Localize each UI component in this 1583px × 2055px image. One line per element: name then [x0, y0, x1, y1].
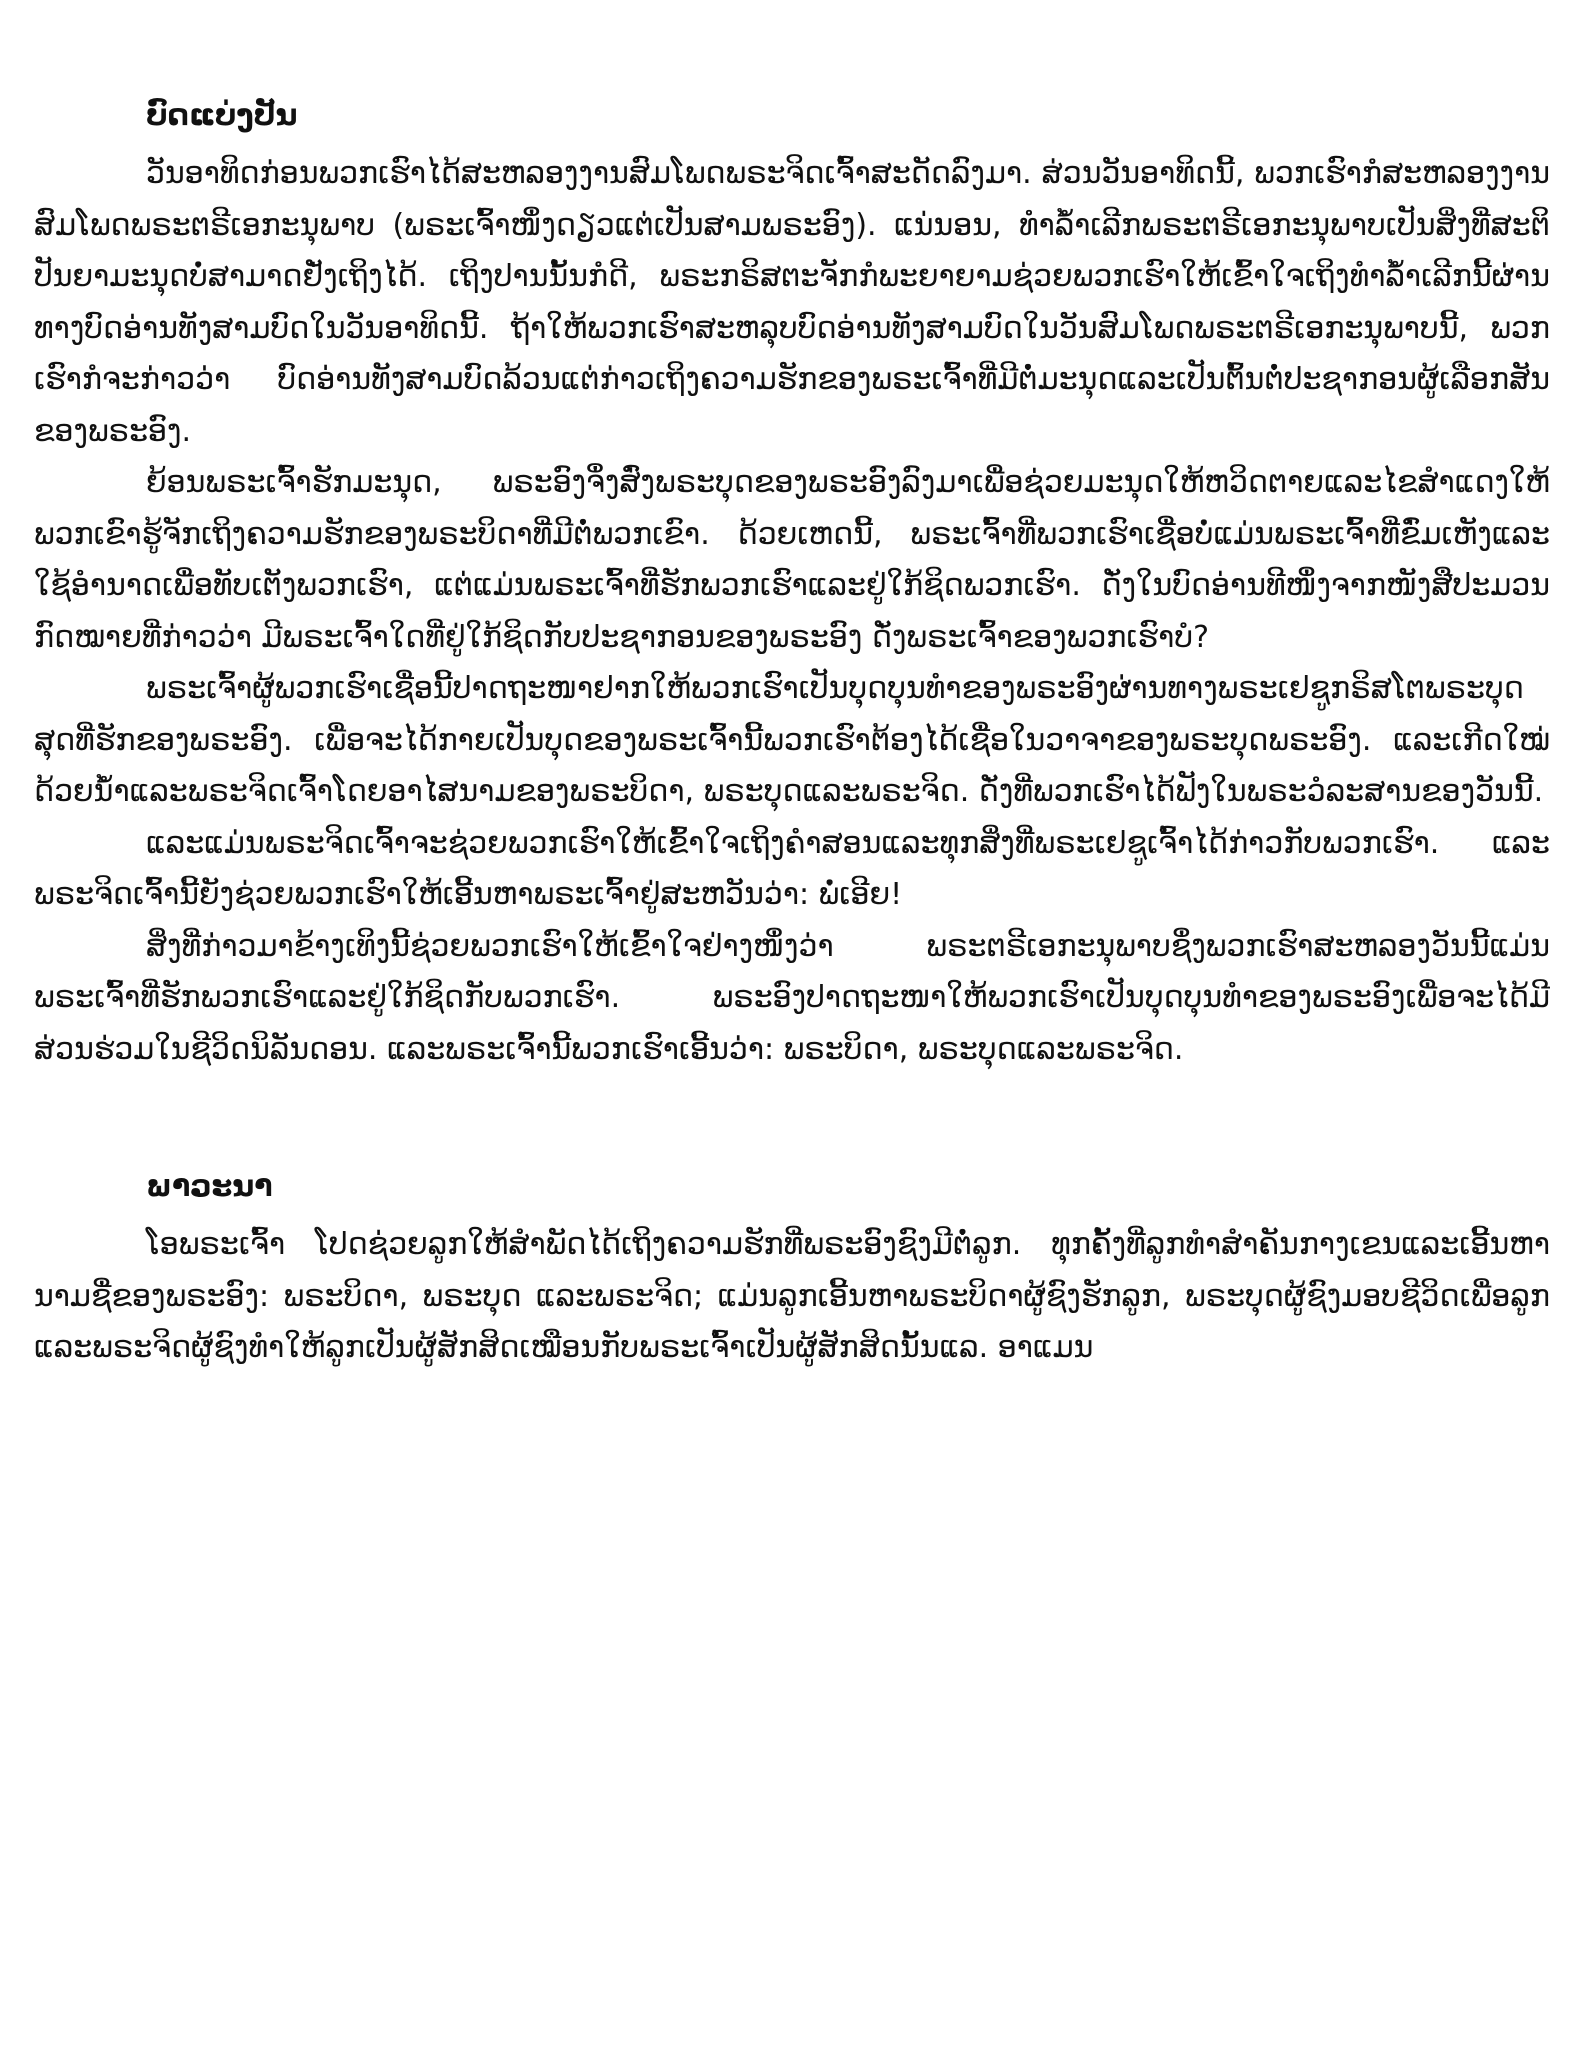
reflection-paragraph: ແລະແມ່ນພຣະຈິດເຈົ້າຈະຊ່ວຍພວກເຮົາໃຫ້ເຂົ້າໃຈເຖິງຄໍາສອນແລະທຸກສິ່ງທີ່ພຣະເຢຊູເຈົ້າໄດ້ກ່າວກັບພວກເຮົາ. ແລະພຣະຈິດເຈົ້ານີ້ຍັງຊ່ວຍພວກເຮົາໃຫ້ເອີ້ນຫາພຣະເຈົ້າຢູ່ສະຫວັນວ່າ: ພໍ່ເອີຍ!	[34, 825, 1550, 912]
prayer-heading: ພາວະນາ	[146, 1169, 273, 1204]
reflection-paragraph: ສິ່ງທີ່ກ່າວມາຂ້າງເທິງນີ້ຊ່ວຍພວກເຮົາໃຫ້ເຂົ້າໃຈຢ່າງໜຶ່ງວ່າ ພຣະຕຣີເອກະນຸພາບຊຶ່ງພວກເຮົາສະຫລອງວັນນີ້ແມ່ນພຣະເຈົ້າທີ່ຮັກພວກເຮົາແລະຢູ່ໃກ້ຊິດກັບພວກເຮົາ. ພຣະອົງປາດຖະໜາໃຫ້ພວກເຮົາເປັນບຸດບຸນທໍາຂອງພຣະອົງເພື່ອຈະໄດ້ມີສ່ວນຮ່ວມໃນຊີວິດນິລັນດອນ. ແລະພຣະເຈົ້ານີ້ພວກເຮົາເອີ້ນວ່າ: ພຣະບິດາ, ພຣະບຸດແລະພຣະຈິດ.	[34, 928, 1550, 1067]
reflection-paragraph: ວັນອາທິດກ່ອນພວກເຮົາໄດ້ສະຫລອງງານສົມໂພດພຣະຈິດເຈົ້າສະດັດລົງມາ. ສ່ວນວັນອາທິດນີ້, ພວກເຮົາກໍສະຫລອງງານສົມໂພດພຣະຕຣີເອກະນຸພາບ (ພຣະເຈົ້າໜຶ່ງດຽວແຕ່ເປັນສາມພຣະອົງ). ແນ່ນອນ, ທໍາລໍ້າເລີກພຣະຕຣີເອກະນຸພາບເປັນສິ່ງທີ່ສະຕິປັນຍາມະນຸດບໍ່ສາມາດຢັ່ງເຖິງໄດ້. ເຖິງປານນັ້ນກໍດີ, ພຣະກຣິສຕະຈັກກໍພະຍາຍາມຊ່ວຍພວກເຮົາໃຫ້ເຂົ້າໃຈເຖິງທໍາລໍ້າເລີກນີ້ຜ່ານທາງບົດອ່ານທັງສາມບົດໃນວັນອາທິດນີ້. ຖ້າໃຫ້ພວກເຮົາສະຫລຸບບົດອ່ານທັງສາມບົດໃນວັນສົມໂພດພຣະຕຣີເອກະນຸພາບນີ້, ພວກເຮົາກໍຈະກ່າວວ່າ ບົດອ່ານທັງສາມບົດລ້ວນແຕ່ກ່າວເຖິງຄວາມຮັກຂອງພຣະເຈົ້າທີ່ມີຕໍ່ມະນຸດແລະເປັນຕົ້ນຕໍ່ປະຊາກອນຜູ້ເລືອກສັນຂອງພຣະອົງ.	[34, 156, 1550, 449]
document-page	[34, 92, 1550, 1374]
reflection-section	[34, 92, 1550, 1075]
section-spacer	[34, 1075, 1550, 1163]
reflection-paragraph: ຍ້ອນພຣະເຈົ້າຮັກມະນຸດ, ພຣະອົງຈຶ່ງສົ່ງພຣະບຸດຂອງພຣະອົງລົງມາເພື່ອຊ່ວຍມະນຸດໃຫ້ຫວິດຕາຍແລະໄຂສໍາແດງໃຫ້ພວກເຂົາຮູ້ຈັກເຖິງຄວາມຮັກຂອງພຣະບິດາທີ່ມີຕໍ່ພວກເຂົາ. ດ້ວຍເຫດນີ້, ພຣະເຈົ້າທີ່ພວກເຮົາເຊື່ອບໍ່ແມ່ນພຣະເຈົ້າທີ່ຂົ່ມເຫັງແລະໃຊ້ອໍານາດເພື່ອທັບເຕັງພວກເຮົາ, ແຕ່ແມ່ນພຣະເຈົ້າທີ່ຮັກພວກເຮົາແລະຢູ່ໃກ້ຊິດພວກເຮົາ. ດັ່ງໃນບົດອ່ານທີໜຶ່ງຈາກໜັງສືປະມວນກົດໝາຍທີ່ກ່າວວ່າ ມີພຣະເຈົ້າໃດທີ່ຢູ່ໃກ້ຊິດກັບປະຊາກອນຂອງພຣະອົງ ດັ່ງພຣະເຈົ້າຂອງພວກເຮົາບໍ?	[34, 465, 1550, 655]
reflection-paragraph: ພຣະເຈົ້າຜູ້ພວກເຮົາເຊື່ອນີ້ປາດຖະໜາຢາກໃຫ້ພວກເຮົາເປັນບຸດບຸນທໍາຂອງພຣະອົງຜ່ານທາງພຣະເຢຊູກຣິສໂຕພຣະບຸດສຸດທີ່ຮັກຂອງພຣະອົງ. ເພື່ອຈະໄດ້ກາຍເປັນບຸດຂອງພຣະເຈົ້ານີ້ພວກເຮົາຕ້ອງໄດ້ເຊື່ອໃນວາຈາຂອງພຣະບຸດພຣະອົງ. ແລະເກີດໃໝ່ດ້ວຍນໍ້າແລະພຣະຈິດເຈົ້າໂດຍອາໄສນາມຂອງພຣະບິດາ, ພຣະບຸດແລະພຣະຈິດ. ດັ່ງທີ່ພວກເຮົາໄດ້ຟັງໃນພຣະວໍລະສານຂອງວັນນີ້.	[34, 671, 1550, 809]
reflection-heading: ບົດແບ່ງປັນ	[146, 98, 298, 133]
prayer-paragraph: ໂອພຣະເຈົ້າ ໂປດຊ່ວຍລູກໃຫ້ສໍາພັດໄດ້ເຖິງຄວາມຮັກທີ່ພຣະອົງຊົງມີຕໍ່ລູກ. ທຸກຄັ້ງທີ່ລູກທໍາສໍາຄັນກາງເຂນແລະເອີ້ນຫານາມຊື່ຂອງພຣະອົງ: ພຣະບິດາ, ພຣະບຸດ ແລະພຣະຈິດ; ແມ່ນລູກເອີ້ນຫາພຣະບິດາຜູ້ຊົງຮັກລູກ, ພຣະບຸດຜູ້ຊົງມອບຊີວິດເພື່ອລູກແລະພຣະຈິດຜູ້ຊົງທໍາໃຫ້ລູກເປັນຜູ້ສັກສິດເໝືອນກັບພຣະເຈົ້າເປັນຜູ້ສັກສິດນັ້ນແລ. ອາແມນ	[34, 1227, 1550, 1365]
prayer-section	[34, 1163, 1550, 1374]
